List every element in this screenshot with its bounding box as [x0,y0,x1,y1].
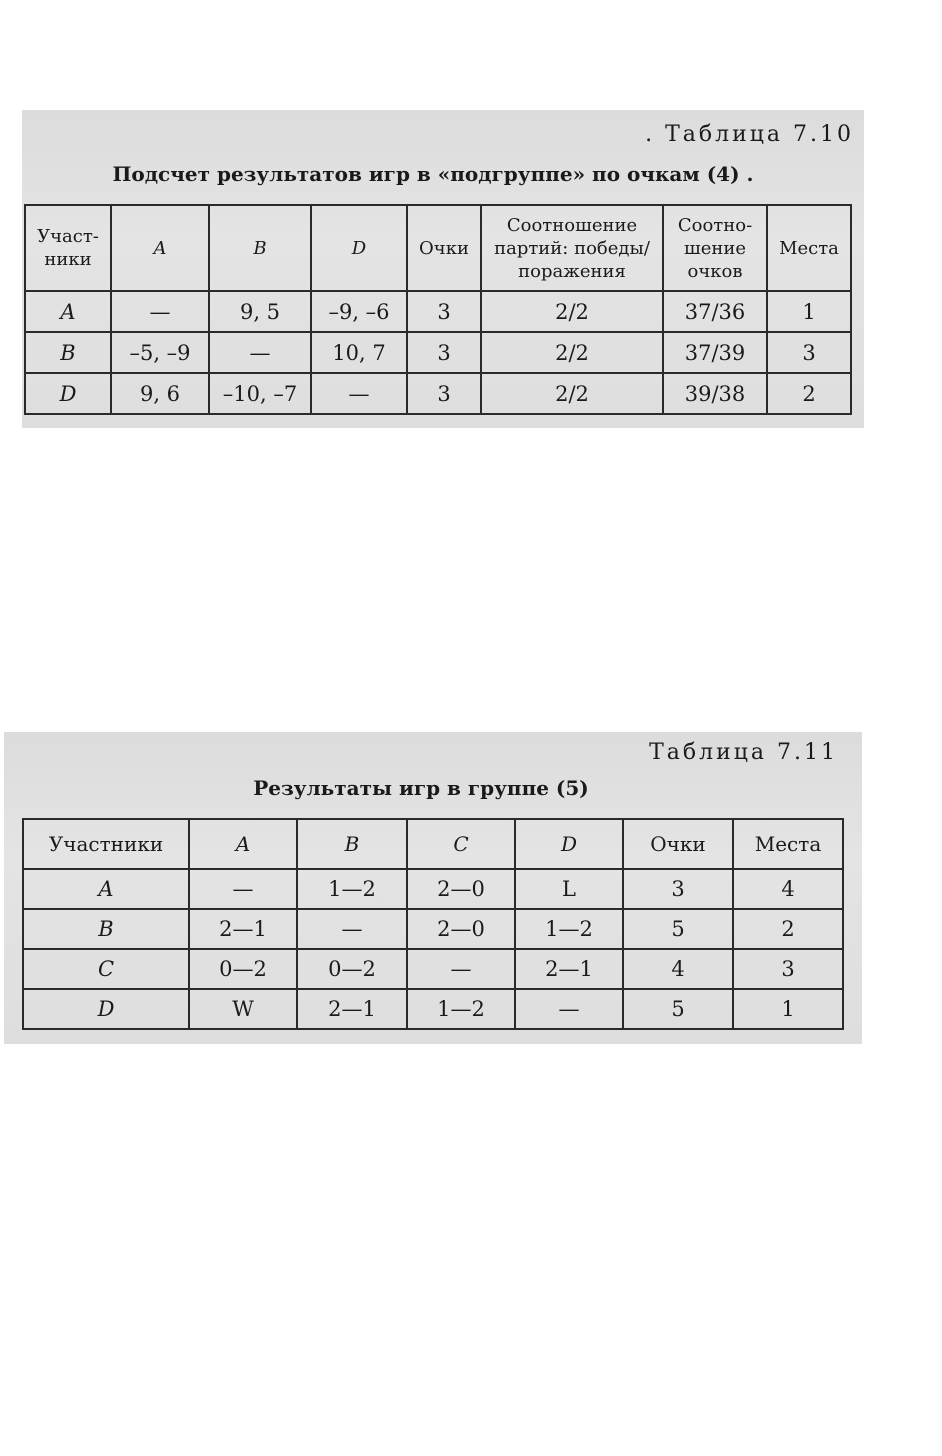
header-score-ratio: Соотно-шение очков [663,205,767,291]
table-7-10-block [22,110,864,428]
header-points: Очки [407,205,481,291]
sets-ratio-cell: 2/2 [481,373,663,414]
header-col-b: B [209,205,311,291]
result-cell: –5, –9 [111,332,209,373]
table-header-row [23,819,843,869]
result-cell: 9, 6 [111,373,209,414]
participant-cell: A [25,291,111,332]
points-cell: 4 [623,949,733,989]
table-number: Таблица 7.11 [649,740,838,765]
result-cell: — [297,909,407,949]
result-cell: 9, 5 [209,291,311,332]
points-cell: 3 [407,373,481,414]
table-row [25,373,851,414]
result-cell: — [515,989,623,1029]
result-cell: W [189,989,297,1029]
table-number: . Таблица 7.10 [645,122,854,147]
result-cell: 1—2 [515,909,623,949]
results-table-points [24,204,852,415]
header-col-a: A [189,819,297,869]
result-cell: 2—1 [515,949,623,989]
result-cell: 2—0 [407,909,515,949]
table-row [23,949,843,989]
header-participants: Участники [23,819,189,869]
table-7-11-block [4,732,862,1044]
result-cell: 1—2 [297,869,407,909]
participant-cell: C [23,949,189,989]
table-row [23,909,843,949]
participant-cell: A [23,869,189,909]
place-cell: 1 [733,989,843,1029]
result-cell: –9, –6 [311,291,407,332]
points-cell: 3 [407,291,481,332]
participant-cell: B [25,332,111,373]
result-cell: 0—2 [189,949,297,989]
score-ratio-cell: 37/39 [663,332,767,373]
result-cell: 2—1 [297,989,407,1029]
table-row [25,332,851,373]
table-title: Подсчет результатов игр в «подгруппе» по очкам (4) . [112,162,754,186]
result-cell: — [407,949,515,989]
header-places: Места [733,819,843,869]
group-results-table [22,818,844,1030]
header-col-c: C [407,819,515,869]
result-cell: 0—2 [297,949,407,989]
points-cell: 5 [623,989,733,1029]
result-cell: 1—2 [407,989,515,1029]
header-col-a: A [111,205,209,291]
place-cell: 2 [733,909,843,949]
place-cell: 3 [767,332,851,373]
result-cell: 10, 7 [311,332,407,373]
score-ratio-cell: 37/36 [663,291,767,332]
participant-cell: D [23,989,189,1029]
table-header-row [25,205,851,291]
sets-ratio-cell: 2/2 [481,332,663,373]
result-cell: — [111,291,209,332]
participant-cell: B [23,909,189,949]
header-col-d: D [515,819,623,869]
header-col-d: D [311,205,407,291]
place-cell: 2 [767,373,851,414]
header-points: Очки [623,819,733,869]
header-places: Места [767,205,851,291]
participant-cell: D [25,373,111,414]
place-cell: 1 [767,291,851,332]
result-cell: — [189,869,297,909]
header-sets-ratio: Соотношение партий: победы/поражения [481,205,663,291]
place-cell: 3 [733,949,843,989]
points-cell: 5 [623,909,733,949]
points-cell: 3 [623,869,733,909]
sets-ratio-cell: 2/2 [481,291,663,332]
result-cell: — [311,373,407,414]
table-row [23,989,843,1029]
table-row [25,291,851,332]
place-cell: 4 [733,869,843,909]
result-cell: 2—1 [189,909,297,949]
score-ratio-cell: 39/38 [663,373,767,414]
header-participants: Участ-ники [25,205,111,291]
table-title: Результаты игр в группе (5) [253,776,589,800]
result-cell: –10, –7 [209,373,311,414]
result-cell: L [515,869,623,909]
result-cell: — [209,332,311,373]
points-cell: 3 [407,332,481,373]
table-row [23,869,843,909]
header-col-b: B [297,819,407,869]
result-cell: 2—0 [407,869,515,909]
